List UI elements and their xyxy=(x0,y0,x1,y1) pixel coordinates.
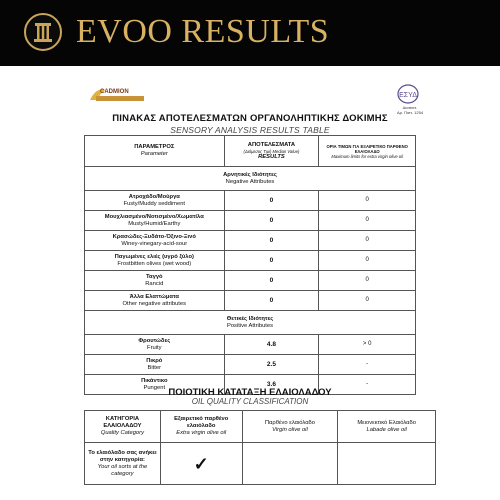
results-header: ΑΠΟΤΕΛΕΣΜΑΤΑ (Διάμεσος Τιμή Median Value) RESULTS xyxy=(224,136,319,167)
category-row-label: Το ελαιόλαδο σας ανήκει στην κατηγορία: Your oil sorts at the category xyxy=(85,443,161,485)
quality-column-header: Παρθένο ελαιόλαδο Virgin olive oil xyxy=(242,411,338,443)
banner-title: EVOO RESULTS xyxy=(76,13,330,50)
attribute-cell: Μουχλιασμένο/Νοτισμένο/Χωματίλα Musty/Humid/Earthy xyxy=(85,211,225,231)
attribute-cell: Πικάντικο Pungent xyxy=(85,375,225,395)
esyd-logo-icon xyxy=(396,83,420,105)
table-row xyxy=(85,211,416,231)
attribute-cell: Πικρό Bitter xyxy=(85,355,225,375)
result-cell: 0 xyxy=(224,191,319,211)
quality-title-english: OIL QUALITY CLASSIFICATION xyxy=(191,397,309,406)
result-cell: 2.5 xyxy=(224,355,319,375)
empty-cell xyxy=(242,443,338,485)
negative-section-header: Αρνητικές Ιδιότητες Negative Attributes xyxy=(85,167,416,191)
positive-section-row xyxy=(85,311,416,335)
table-row xyxy=(85,355,416,375)
limit-cell: 0 xyxy=(319,191,416,211)
quality-title-greek: ΠΟΙΟΤΙΚΗ ΚΑΤΑΤΑΞΗ ΕΛΑΙΟΛΑΔΟΥ xyxy=(168,387,332,398)
quality-column-header: Μειονεκτικό Ελαιόλαδο Labade olive oil xyxy=(338,411,436,443)
table-row xyxy=(85,191,416,211)
category-header: ΚΑΤΗΓΟΡΙΑ ΕΛΑΙΟΛΑΔΟΥ Quality Category xyxy=(85,411,161,443)
result-cell: 4.8 xyxy=(224,335,319,355)
limit-cell: 0 xyxy=(319,291,416,311)
attribute-cell: Παγωμένες ελιές (υγρό ξύλο) Frostbitten olives (wet wood) xyxy=(85,251,225,271)
limit-cell: 0 xyxy=(319,271,416,291)
quality-column-header: Εξαιρετικό παρθένο ελαιόλαδο Extra virgin olive oil xyxy=(160,411,242,443)
quality-header-row xyxy=(85,411,436,443)
cadmion-logo-text: CADMION xyxy=(100,89,129,95)
limit-cell: 0 xyxy=(319,231,416,251)
esyd-caption: Διαπιστ. Αρ. Πιστ. 1254 xyxy=(396,105,424,115)
limit-cell: - xyxy=(319,375,416,395)
table-row xyxy=(85,271,416,291)
limit-cell: > 0 xyxy=(319,335,416,355)
attribute-cell: Κρασώδες-Ξυδάτο-Όξινο-Ξινό Winey-vinegary-acid-sour xyxy=(85,231,225,251)
result-cell: 0 xyxy=(224,231,319,251)
sensory-results-table xyxy=(84,135,416,395)
result-cell: 3.6 xyxy=(224,375,319,395)
limit-cell: 0 xyxy=(319,211,416,231)
limit-cell: - xyxy=(319,355,416,375)
quality-classification-table xyxy=(84,410,436,485)
limit-cell: 0 xyxy=(319,251,416,271)
attribute-cell: Ατροχάδο/Μούργα Fusty/Muddy seddiment xyxy=(85,191,225,211)
limits-header: ΟΡΙΑ ΤΙΜΩΝ ΓΙΑ ΕΞΑΙΡΕΤΙΚΟ ΠΑΡΘΕΝΟ ΕΛΑΙΟΛΑΔΟ Maximum limits for extra virgin olive oil xyxy=(319,136,416,167)
table-row xyxy=(85,291,416,311)
table-header-row xyxy=(85,136,416,167)
sensory-title-english: SENSORY ANALYSIS RESULTS TABLE xyxy=(170,125,330,135)
attribute-cell: Φρουτώδες Fruity xyxy=(85,335,225,355)
column-logo-icon xyxy=(24,13,62,51)
attribute-cell: Άλλα Ελαττώματα Other negative attributes xyxy=(85,291,225,311)
table-row xyxy=(85,231,416,251)
result-cell: 0 xyxy=(224,211,319,231)
check-mark-icon: ✓ xyxy=(160,443,242,485)
quality-result-row xyxy=(85,443,436,485)
esyd-logo-text: ΕΣΥΔ xyxy=(399,92,417,99)
result-cell: 0 xyxy=(224,271,319,291)
attribute-cell: Ταγγό Rancid xyxy=(85,271,225,291)
result-cell: 0 xyxy=(224,291,319,311)
parameter-header: ΠΑΡΑΜΕΤΡΟΣ Parameter xyxy=(85,136,225,167)
result-cell: 0 xyxy=(224,251,319,271)
positive-section-header: Θετικές Ιδιότητες Positive Attributes xyxy=(85,311,416,335)
banner xyxy=(0,0,500,66)
table-row xyxy=(85,335,416,355)
table-row xyxy=(85,251,416,271)
sensory-title-greek: ΠΙΝΑΚΑΣ ΑΠΟΤΕΛΕΣΜΑΤΩΝ ΟΡΓΑΝΟΛΗΠΤΙΚΗΣ ΔΟΚΙΜΗΣ xyxy=(112,113,388,124)
empty-cell xyxy=(338,443,436,485)
negative-section-row xyxy=(85,167,416,191)
